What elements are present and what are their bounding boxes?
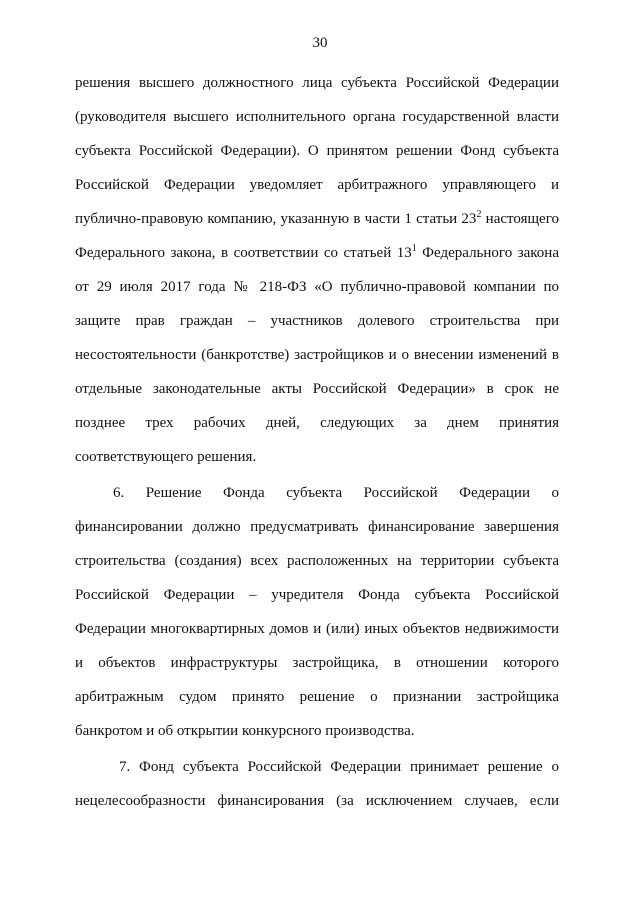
text-line: Федерации многоквартирных домов и (или) иных объектов недвижимости	[75, 621, 559, 637]
text-line	[75, 202, 559, 236]
text-line: (руководителя высшего исполнительного органа государственной власти	[75, 109, 559, 125]
superscript: 1	[411, 243, 417, 254]
body-text	[75, 66, 559, 818]
paragraph-start-7: 7. Фонд субъекта Российской Федерации принимает решение о	[119, 759, 559, 775]
text-line: субъекта Российской Федерации). О принятом решении Фонд субъекта	[75, 143, 559, 159]
text-segment: Федерального закона	[416, 245, 559, 261]
text-line: нецелесообразности финансирования (за исключением случаев, если	[75, 793, 559, 809]
text-line: Российской Федерации уведомляет арбитражного управляющего и	[75, 177, 559, 193]
page-number: 30	[312, 35, 328, 51]
text-line: банкротом и об открытии конкурсного производства.	[75, 723, 415, 739]
text-line: и объектов инфраструктуры застройщика, в отношении которого	[75, 655, 559, 671]
text-segment: публично-правовую компанию, указанную в части 1 статьи 23	[75, 211, 477, 227]
text-line: защите прав граждан – участников долевого строительства при	[75, 313, 559, 329]
superscript: 2	[476, 209, 482, 220]
text-line: арбитражным судом принято решение о признании застройщика	[75, 689, 559, 705]
text-line: строительства (создания) всех расположенных на территории субъекта	[75, 553, 559, 569]
text-line: несостоятельности (банкротстве) застройщиков и о внесении изменений в	[75, 347, 559, 363]
paragraph-start-6: 6. Решение Фонда субъекта Российской Федерации о	[113, 485, 559, 501]
text-line: от 29 июля 2017 года № 218-ФЗ «О публично-правовой компании по	[75, 279, 559, 295]
text-line: Российской Федерации – учредителя Фонда субъекта Российской	[75, 587, 559, 603]
text-segment: Федерального закона, в соответствии со статьей 13	[75, 245, 412, 261]
text-line: решения высшего должностного лица субъекта Российской Федерации	[75, 75, 559, 91]
text-line: финансировании должно предусматривать финансирование завершения	[75, 519, 559, 535]
text-line: отдельные законодательные акты Российской Федерации» в срок не	[75, 381, 559, 397]
text-line	[75, 236, 559, 270]
text-segment: настоящего	[481, 211, 559, 227]
text-line: позднее трех рабочих дней, следующих за днем принятия	[75, 415, 559, 431]
text-line: соответствующего решения.	[75, 449, 257, 465]
